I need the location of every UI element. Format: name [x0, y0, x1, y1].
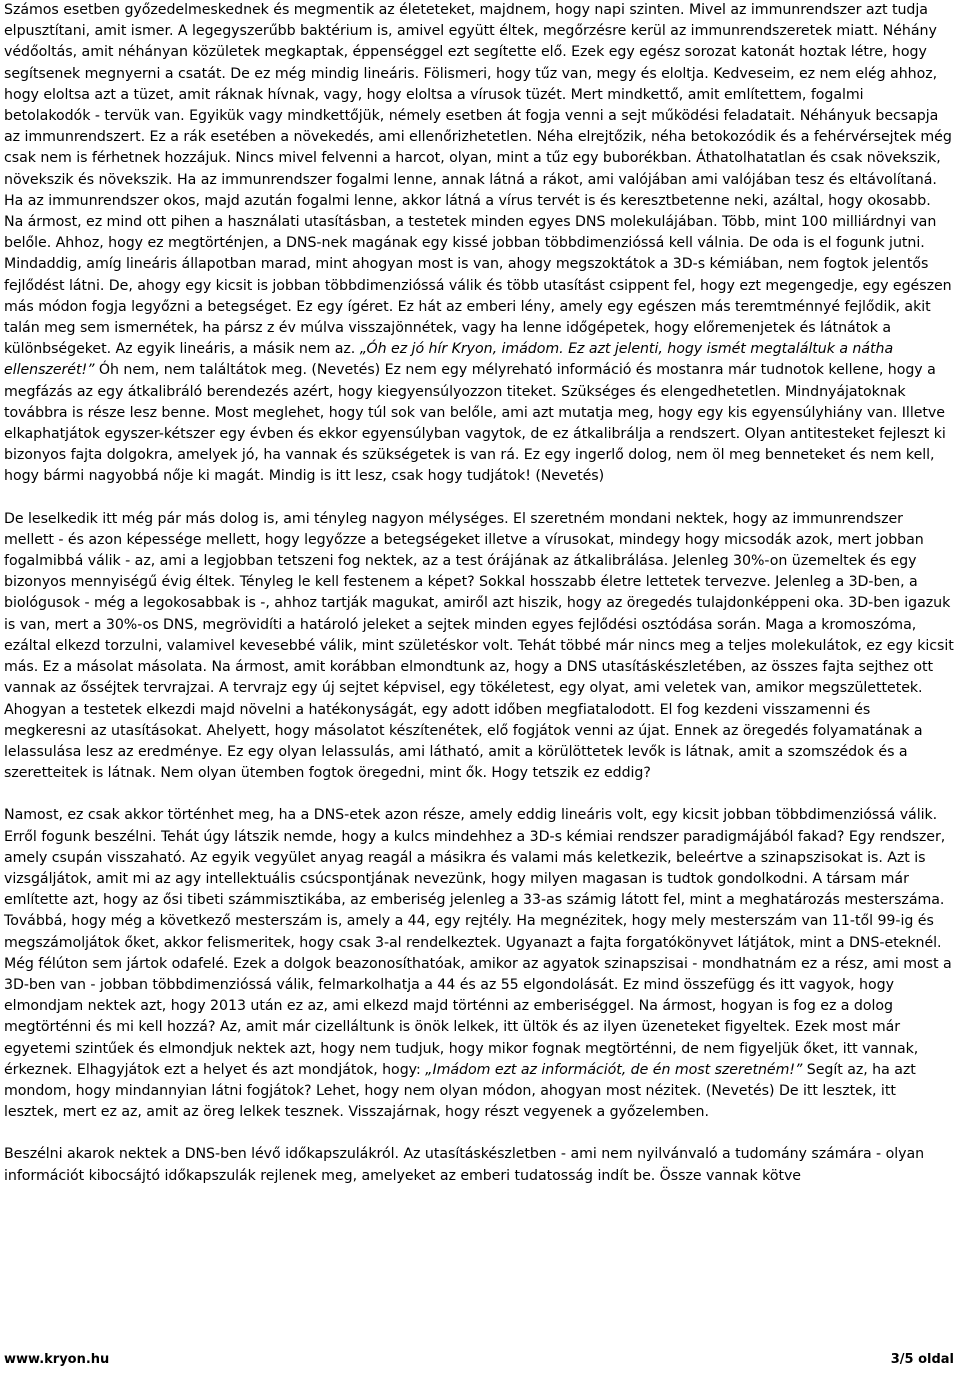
paragraph-1-quote: „Óh ez jó hír Kryon, imádom. Ez azt jelenti, hogy ismét megtaláltuk a nátha ellenszerét!” [4, 341, 894, 379]
document-page [4, 0, 954, 1187]
footer-page-number: 3/5 oldal [890, 1352, 954, 1367]
paragraph-4 [4, 1144, 954, 1186]
paragraph-3-text-b: Segít az, ha azt mondom, hogy mindannyian látni fogjátok? Lehet, hogy nem olyan módon, ahogyan most nézitek. (Nevetés) De itt lesztek, itt lesztek, mert ez az, amit az öreg lelkek tesznek. Visszajárnak, hogy részt vegyenek a győzelemben. [4, 1061, 916, 1121]
paragraph-4-text: Beszélni akarok nektek a DNS-ben lévő időkapszulákról. Az utasításkészletben - ami nem nyilvánvaló a tudomány számára - olyan információt kibocsájtó időkapszulák rejlenek meg, amelyeket az emberi tudatosság indít be. Össze vannak kötve [4, 1146, 925, 1184]
paragraph-1-text-a: Számos esetben győzedelmeskednek és megmentik az életeteket, majdnem, hogy napi szinten. Mivel az immunrendszer azt tudja elpusztítani, amit ismer. A legegyszerűbb baktérium is, amivel együtt éltek, megőrzésre kerül az immunrendszeretek miatt. Néhány védőoltás, amit néhányan közületek megkaptak, éppenséggel ezt segítette elő. Ezek egy egész sorozat katonát hoztak létre, hogy segítsenek megnyerni a csatát. De ez még mindig lineáris. Fölismeri, hogy tűz van, megy és eloltja. Kedveseim, ez nem elég ahhoz, hogy eloltsa azt a tüzet, amit ráknak hívnak, vagy, hogy eloltsa a vírusok tüzét. Mert mindkettő, amit említettem, fogalmi betolakodók - tervük van. Egyikük vagy mindkettőjük, némely esetben át fogja venni a sejt működési feladatait. Néhányuk becsapja az immunrendszert. Ez a rák esetében a növekedés, ami ellenőrizhetetlen. Néha elrejtőzik, néha betokozódik és a fehérvérsejtek még csak nem is férhetnek hozzájuk. Nincs mivel felvenni a harcot, olyan, mint a tűz egy buborékban. Áthatolhatatlan és csak növekszik, növekszik és növekszik. Ha az immunrendszer fogalmi lenne, annak látná a rákot, ami valójában ami valójában tesz és eltávolítaná. Ha az immunrendszer okos, majd azután fogalmi lenne, akkor látná a vírus tervét is és keresztbetenne neki, azáltal, hogy okosabb. Na ármost, ez mind ott pihen a használati utasításban, a testetek minden egyes DNS molekulájában. Több, mint 100 milliárdnyi van belőle. Ahhoz, hogy ez megtörténjen, a DNS-nek magának egy kissé jobban többdimenzióssá kell válnia. De oda is el fogunk jutni. Mindaddig, amíg lineáris állapotban marad, mint ahogyan most is van, ahogy megszoktátok a 3D-s kémiában, nem fogtok jelentős fejlődést látni. De, ahogy egy kicsit is jobban többdimenzióssá válik és több utasítást csippent fel, hogy ezt megengedje, egy egészen más módon fogja legyőzni a betegséget. Ez egy ígéret. Ez hát az emberi lény, amely egy egészen más teremtménnyé fejlődik, akit talán meg sem ismernétek, ha pársz z év múlva visszajönnétek, vagy ha lenne időgépetek, hogy előremenjetek és látnátok a különbségeket. Az egyik lineáris, a másik nem az. [4, 2, 952, 358]
paragraph-2-text: De leselkedik itt még pár más dolog is, ami tényleg nagyon mélységes. El szeretném mondani nektek, hogy az immunrendszer mellett - és azon képessége mellett, hogy legyőzze a betegségeket illetve a vírusokat, mindegy hogy micsodák azok, mert jobban fogalmibbá válik - az, ami a legjobban tetszeni fog nektek, az a test órájának az átkalibrálása. Jelenleg 30%-on üzemeltek és egy bizonyos mennyiségű évig éltek. Tényleg le kell festenem a képet? Sokkal hosszabb életre lettetek tervezve. Jelenleg a 3D-ben, a biológusok - még a legokosabbak is -, ahhoz tartják magukat, amiről azt hiszik, hogy az öregedés tulajdonképpeni oka. 3D-ben igazuk is van, mert a 30%-os DNS, megrövidíti a határoló jeleket a sejtek minden egyes fejlődési osztódása során. Maga a kromoszóma, ezáltal elkezd torzulni, valamivel kevesebbé válik, mint születéskor volt. Tehát többé már nincs meg a teljes molekulátok, ez egy kicsit más. Ez a másolat másolata. Na ármost, amit korábban elmondtunk az, hogy a DNS utasításkészletében, az összes fajta sejthez ott vannak az ősséjtek tervrajzai. A tervrajz egy új sejtet képvisel, egy tökéletest, egy olyat, ami veletek van, amikor megszülettetek. Ahogyan a testetek elkezdi majd növelni a hatékonyságát, egy adott időben megfiatalodott. El fog kezdeni visszamenni és megkeresni az utasításokat. Ahelyett, hogy másolatot készítenétek, elő fogjátok venni az újat. Ennek az öregedés folyamatának a lelassulása lesz az eredménye. Ez egy olyan lelassulás, ami látható, amit a körülöttetek levők is látnak, amit a szomszédok és a szeretteitek is látnak. Nem olyan ütemben fogtok öregedni, mint ők. Hogy tetszik ez eddig? [4, 510, 954, 782]
paragraph-3 [4, 805, 954, 1123]
paragraph-2 [4, 509, 954, 785]
page-footer [4, 1352, 954, 1372]
paragraph-1 [4, 0, 954, 488]
footer-website-link[interactable]: www.kryon.hu [4, 1352, 110, 1367]
paragraph-3-text-a: Namost, ez csak akkor történhet meg, ha a DNS-etek azon része, amely eddig lineáris volt, egy kicsit jobban többdimenzióssá válik. Erről fogunk beszélni. Tehát úgy látszik nemde, hogy a kulcs mindehhez a 3D-s kémiai rendszer paradigmájából fakad? Egy rendszer, amely csupán visszaható. Az egyik vegyület anyag reagál a másikra és valami más keletkezik, beleértve a szinapszisokat is. Azt is vizsgáljátok, amit mi az agy intellektuális csúcspontjának nevezünk, hogy milyen magasan is tudtok gondolkodni. A társam már említette azt, hogy az ősi tibeti számmisztikába, az emberiség jelenleg a 33-as számig látott fel, mint a meghatározás mesterszáma. Továbbá, hogy még a következő mesterszám is, amely a 44, egy rejtély. Ha megnézitek, hogy mely mesterszám van 11-től 99-ig és megszámoljátok őket, akkor felismeritek, hogy csak 3-al rendelkeztek. Ugyanazt a fajta forgatókönyvet látjátok, mint a DNS-eteknél. Még félúton sem jártok odafelé. Ezek a dolgok beazonosíthatóak, amikor az agyatok szinapszisai - mondhatnám ez a rész, ami most a 3D-ben van - jobban többdimenzióssá válik, felmarkolhatja a 44 és az 55 elgondolását. Ez mind összefügg és itt vagyok, hogy elmondjam nektek azt, hogy 2013 után ez az, ami elkezd majd történni az emberiséggel. Na ármost, hogyan is fog ez a dolog megtörténni és mi kell hozzá? Az, amit már cizelláltunk is önök lelkek, itt ültök és az ilyen üzeneteket figyeltek. Ezek most már egyetemi szintűek és elmondjuk nektek azt, hogy nem tudjuk, hogy mikor fognak megtörténni, de nem figyeljük őket, itt vannak, érkeznek. Elhagyjátok ezt a helyet és azt mondjátok, hogy: [4, 807, 952, 1078]
paragraph-1-text-b: Óh nem, nem találtátok meg. (Nevetés) Ez nem egy mélyreható információ és mostanra már tudnotok kellene, hogy a megfázás az egy átkalibráló berendezés azért, hogy kiegyensúlyozzon titeket. Szükséges és elengedhetetlen. Mindnyájatoknak továbbra is része lesz benne. Most meglehet, hogy túl sok van belőle, ami azt mutatja meg, hogy egy kis egyensúlyhiány van. Illetve elkaphatjátok egyszer-kétszer egy évben és ekkor egyensúlyban vagytok, de ez átkalibrálja a rendszert. Olyan antitesteket fejleszt ki bizonyos fajta dolgokra, amelyek jó, ha vannak és szükségetek is van rá. Ez egy ingerlő dolog, nem öl meg benneteket és nem kell, hogy bármi nagyobbá nője ki magát. Mindig is itt lesz, csak hogy tudjátok! (Nevetés) [4, 362, 946, 485]
paragraph-3-quote: „Imádom ezt az információt, de én most szeretném!” [425, 1061, 803, 1078]
